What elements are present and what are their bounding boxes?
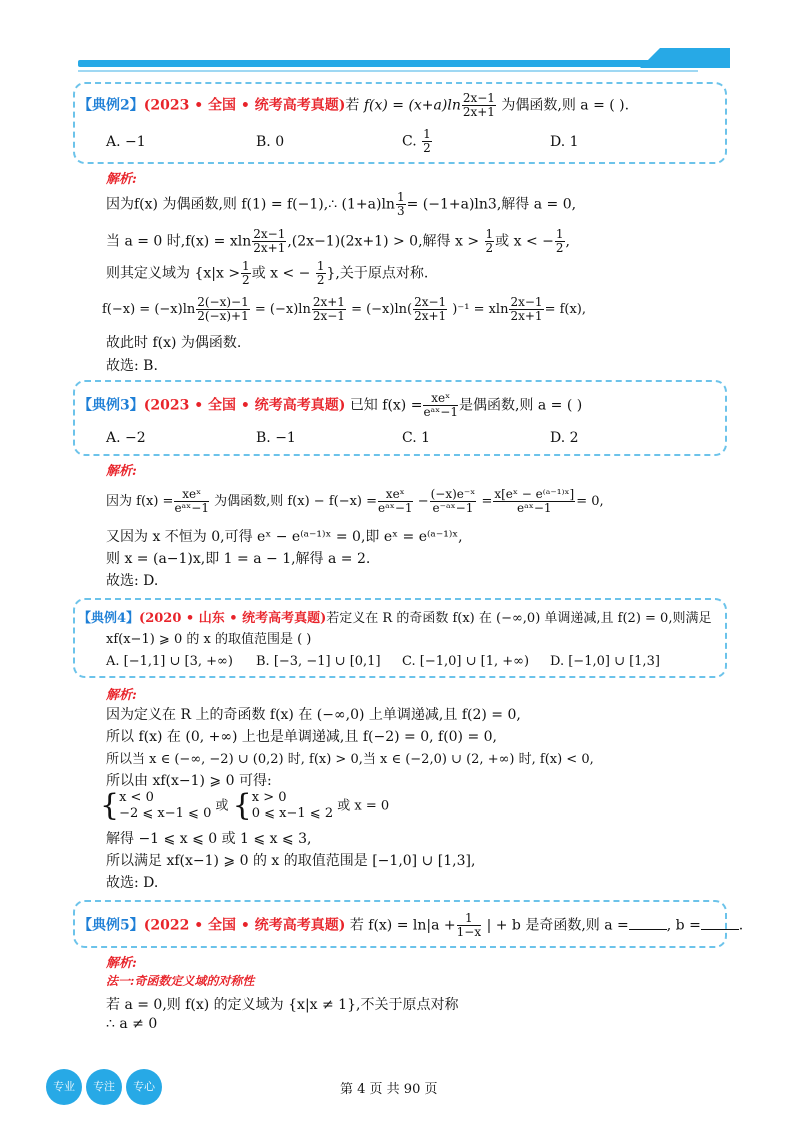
example-4-question-1: 【典例4】(2020 • 山东 • 统考高考真题)若定义在 R 的奇函数 f(x) 在 (−∞,0) 单调递减,且 f(2) = 0,则满足 xyxy=(78,611,712,626)
analysis-label: 解析: xyxy=(106,688,137,703)
analysis-label: 解析: xyxy=(106,172,137,187)
analysis-label: 解析: xyxy=(106,464,137,479)
option-b[interactable]: B. 0 xyxy=(256,134,285,150)
ex4-step-5: 解得 −1 ⩽ x ⩽ 0 或 1 ⩽ x ⩽ 3, xyxy=(106,831,312,847)
method-label: 法一:奇函数定义域的对称性 xyxy=(106,974,255,988)
header-stripe xyxy=(78,70,698,72)
ex4-step-1: 因为定义在 R 上的奇函数 f(x) 在 (−∞,0) 上单调递减,且 f(2) = 0, xyxy=(106,707,521,723)
option-d[interactable]: D. 1 xyxy=(550,134,579,150)
ex5-step-1: 若 a = 0,则 f(x) 的定义域为 {x|x ≠ 1},不关于原点对称 xyxy=(106,997,459,1013)
option-a[interactable]: A. −1 xyxy=(106,134,146,150)
ex2-step-1: 因为f(x) 为偶函数,则 f(1) = f(−1),∴ (1+a)ln $\frac{1}{3}$ = (−1+a)ln3,解得 a = 0, xyxy=(106,190,577,218)
option-d[interactable]: D. [−1,0] ∪ [1,3] xyxy=(550,654,660,669)
ex4-step-7: 故选: D. xyxy=(106,875,159,891)
ex4-step-2: 所以 f(x) 在 (0, +∞) 上也是单调递减,且 f(−2) = 0, f(0) = 0, xyxy=(106,729,498,745)
option-b[interactable]: B. −1 xyxy=(256,430,296,446)
analysis-label: 解析: xyxy=(106,956,137,971)
ex2-step-2: 当 a = 0 时,f(x) = xln $\frac{2x-1}{2x+1}$ ,(2x−1)(2x+1) > 0,解得 x > $\frac{1}{2}$ 或 x < − $\frac{1}{2}$ , xyxy=(106,227,570,255)
ex2-step-3: 则其定义域为 {x|x > $\frac{1}{2}$ 或 x < − $\frac{1}{2}$ },关于原点对称. xyxy=(106,259,429,287)
answer-blank-a[interactable] xyxy=(629,917,667,930)
ex2-step-6: 故选: B. xyxy=(106,358,158,374)
footer-badge-2: 专注 xyxy=(86,1069,122,1105)
ex3-step-1: 因为 f(x) = $\frac{\text{xeˣ}}{\text{eᵃˣ−1}}$ 为偶函数,则 f(x) − f(−x) = $\frac{\text{xeˣ}}{\text{eᵃˣ−1}}$ − $\frac{\text{(−x)e⁻ˣ}}{\text{e⁻ᵃˣ−1}}$ = $\frac{\text{x[eˣ − e⁽ᵃ⁻¹⁾ˣ]}}{\text{eᵃˣ−1}}$ = 0, xyxy=(106,487,604,515)
footer-badge-3: 专心 xyxy=(126,1069,162,1105)
ex4-step-3: 所以当 x ∈ (−∞, −2) ∪ (0,2) 时, f(x) > 0,当 x ∈ (−2,0) ∪ (2, +∞) 时, f(x) < 0, xyxy=(106,752,594,767)
header-accent xyxy=(620,44,730,68)
option-a[interactable]: A. [−1,1] ∪ [3, +∞) xyxy=(106,654,233,669)
option-c[interactable]: C. $\frac{1}{2}$ xyxy=(402,127,431,155)
option-a[interactable]: A. −2 xyxy=(106,430,146,446)
page-number: 第 4 页 共 90 页 xyxy=(340,1082,438,1097)
example-2-question: 【典例2】(2023 • 全国 • 统考高考真题)若 f(x) = (x+a)ln $\frac{2x-1}{2x+1}$ 为偶函数,则 a = ( ). xyxy=(78,91,630,119)
ex2-step-5: 故此时 f(x) 为偶函数. xyxy=(106,335,242,351)
ex4-step-4: 所以由 xf(x−1) ⩾ 0 可得: xyxy=(106,773,272,789)
example-5-question: 【典例5】(2022 • 全国 • 统考高考真题) 若 f(x) = ln|a + $\frac{1}{1-x}$ | + b 是奇函数,则 a = , b = . xyxy=(78,911,744,939)
ex4-cases: {x < 0 −2 ⩽ x−1 ⩽ 0 或 {x > 0 0 ⩽ x−1 ⩽ 2 或 x = 0 xyxy=(100,788,390,823)
footer-badge-1: 专业 xyxy=(46,1069,82,1105)
example-4-question-2: xf(x−1) ⩾ 0 的 x 的取值范围是 ( ) xyxy=(106,632,312,647)
example-3-question: 【典例3】(2023 • 全国 • 统考高考真题) 已知 f(x) = $\frac{\text{xeˣ}}{\text{eᵃˣ−1}}$ 是偶函数,则 a = ( ) xyxy=(78,391,583,419)
ex3-step-4: 故选: D. xyxy=(106,573,159,589)
option-c[interactable]: C. 1 xyxy=(402,430,431,446)
option-d[interactable]: D. 2 xyxy=(550,430,579,446)
ex3-step-2: 又因为 x 不恒为 0,可得 eˣ − e⁽ᵃ⁻¹⁾ˣ = 0,即 eˣ = e⁽ᵃ⁻¹⁾ˣ, xyxy=(106,529,463,545)
ex5-step-2: ∴ a ≠ 0 xyxy=(106,1016,158,1032)
ex4-step-6: 所以满足 xf(x−1) ⩾ 0 的 x 的取值范围是 [−1,0] ∪ [1,3], xyxy=(106,853,476,869)
ex2-step-4: f(−x) = (−x)ln $\frac{2(-x)-1}{2(-x)+1}$ = (−x)ln $\frac{2x+1}{2x-1}$ = (−x)ln( $\frac{2x-1}{2x+1}$ )⁻¹ = xln $\frac{2x-1}{2x+1}$ = f(x), xyxy=(102,295,587,323)
answer-blank-b[interactable] xyxy=(701,917,739,930)
option-c[interactable]: C. [−1,0] ∪ [1, +∞) xyxy=(402,654,530,669)
ex3-step-3: 则 x = (a−1)x,即 1 = a − 1,解得 a = 2. xyxy=(106,551,371,567)
option-b[interactable]: B. [−3, −1] ∪ [0,1] xyxy=(256,654,381,669)
